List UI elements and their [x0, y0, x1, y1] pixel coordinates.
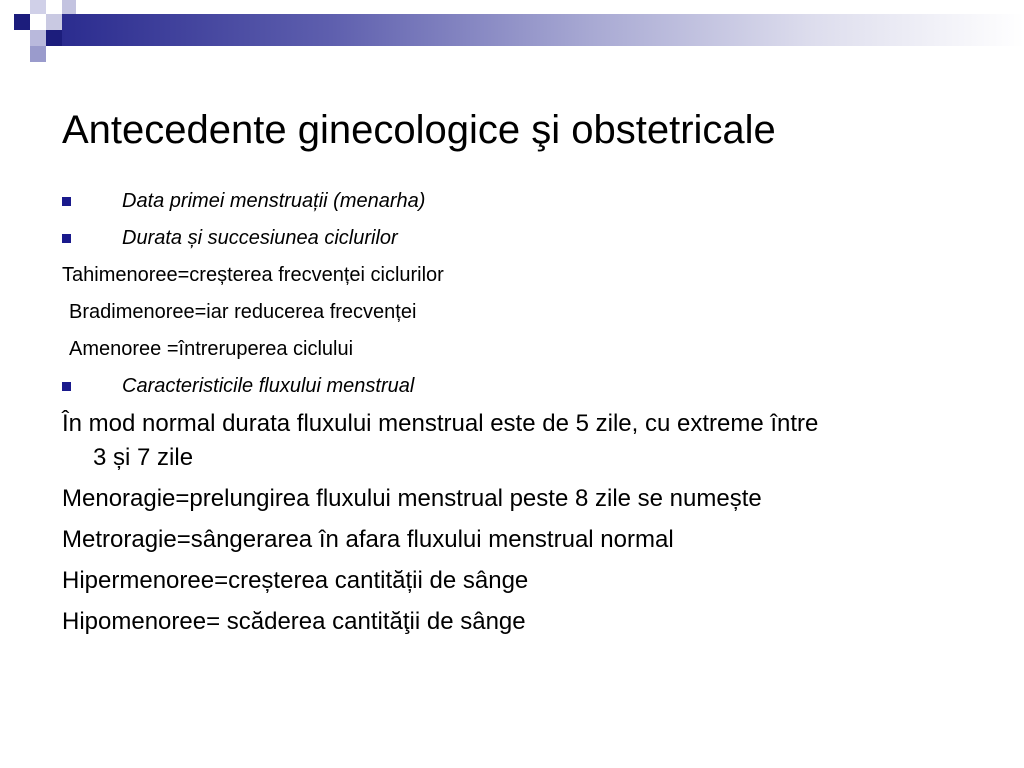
paragraph-line: Hipomenoree= scăderea cantităţii de sânge [62, 608, 526, 635]
bullet-text: Caracteristicile fluxului menstrual [122, 375, 415, 397]
bullet-text: Durata și succesiunea ciclurilor [122, 227, 398, 249]
paragraph-line: Metroragie=sângerarea în afara fluxului menstrual normal [62, 526, 674, 553]
paragraph-continuation: 3 și 7 zile [93, 444, 194, 471]
square-bullet-icon [62, 197, 71, 206]
paragraph-line: Hipermenoree=creșterea cantității de sânge [62, 567, 529, 594]
square-bullet-icon [62, 382, 71, 391]
definition-line: Tahimenoree=creșterea frecvenței ciclurilor [62, 264, 444, 286]
bullet-text: Data primei menstruații (menarha) [122, 190, 426, 212]
paragraph-line: Menoragie=prelungirea fluxului menstrual peste 8 zile se numește [62, 485, 762, 512]
slide-title: Antecedente ginecologice şi obstetricale [62, 108, 776, 152]
definition-line: Amenoree =întreruperea ciclului [69, 338, 354, 360]
paragraph-line: În mod normal durata fluxului menstrual este de 5 zile, cu extreme între [62, 410, 819, 437]
definition-line: Bradimenoree=iar reducerea frecvenței [69, 301, 417, 323]
square-bullet-icon [62, 234, 71, 243]
